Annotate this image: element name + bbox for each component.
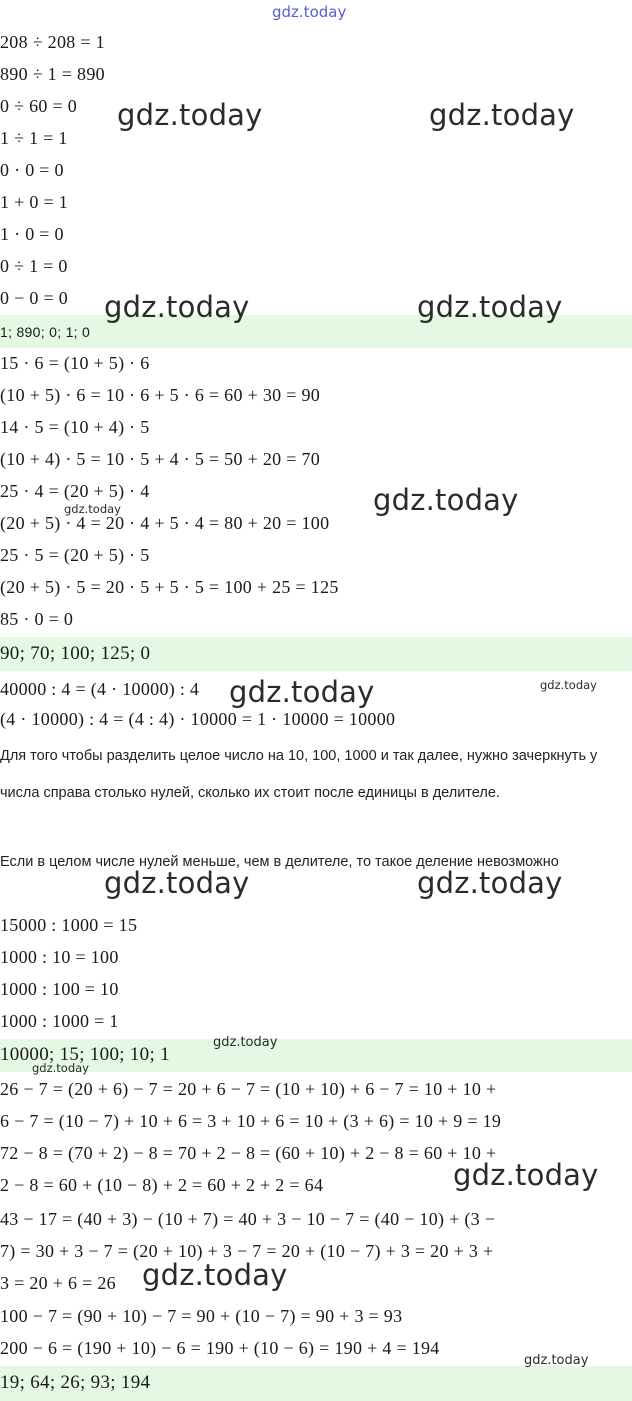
watermark: gdz.today xyxy=(229,675,375,709)
equation-line: 43 − 17 = (40 + 3) − (10 + 7) = 40 + 3 − 10 − 7 = (40 − 10) + (3 − xyxy=(0,1209,496,1229)
watermark: gdz.today xyxy=(104,290,250,324)
answer-text: 90; 70; 100; 125; 0 xyxy=(0,643,151,664)
equation-line: 1 + 0 = 1 xyxy=(0,192,69,212)
watermark-small: gdz.today xyxy=(64,502,121,516)
equation-line: (10 + 5) · 6 = 10 · 6 + 5 · 6 = 60 + 30 = 90 xyxy=(0,385,321,405)
watermark: gdz.today xyxy=(429,98,575,132)
equation-line: 7) = 30 + 3 − 7 = (20 + 10) + 3 − 7 = 20 + (10 − 7) + 3 = 20 + 3 + xyxy=(0,1241,494,1261)
equation-line: (20 + 5) · 5 = 20 · 5 + 5 · 5 = 100 + 25 = 125 xyxy=(0,577,339,597)
equation-line: 0 ÷ 60 = 0 xyxy=(0,96,78,116)
equation-line: 15 · 6 = (10 + 5) · 6 xyxy=(0,353,150,373)
answer-text: 10000; 15; 100; 10; 1 xyxy=(0,1044,170,1065)
watermark-small: gdz.today xyxy=(540,678,597,692)
equation-line: 890 ÷ 1 = 890 xyxy=(0,64,105,84)
equation-line: 208 ÷ 208 = 1 xyxy=(0,32,105,52)
equation-line: (20 + 5) · 4 = 20 · 4 + 5 · 4 = 80 + 20 = 100 xyxy=(0,513,330,533)
equation-line: 0 − 0 = 0 xyxy=(0,288,69,308)
equation-line: 0 · 0 = 0 xyxy=(0,160,64,180)
watermark: gdz.today xyxy=(104,866,250,900)
equation-line: 1000 : 1000 = 1 xyxy=(0,1011,119,1031)
equation-line: (10 + 4) · 5 = 10 · 5 + 4 · 5 = 50 + 20 = 70 xyxy=(0,449,321,469)
equation-line: 85 · 0 = 0 xyxy=(0,609,74,629)
equation-line: 14 · 5 = (10 + 4) · 5 xyxy=(0,417,150,437)
equation-line: 1 ÷ 1 = 1 xyxy=(0,128,68,148)
watermark: gdz.today xyxy=(417,290,563,324)
equation-line: 26 − 7 = (20 + 6) − 7 = 20 + 6 − 7 = (10 + 10) + 6 − 7 = 10 + 10 + xyxy=(0,1079,497,1099)
equation-line: 72 − 8 = (70 + 2) − 8 = 70 + 2 − 8 = (60 + 10) + 2 − 8 = 60 + 10 + xyxy=(0,1143,497,1163)
equation-line: 0 ÷ 1 = 0 xyxy=(0,256,68,276)
watermark: gdz.today xyxy=(117,98,263,132)
equation-line: 6 − 7 = (10 − 7) + 10 + 6 = 3 + 10 + 6 = 10 + (3 + 6) = 10 + 9 = 19 xyxy=(0,1111,502,1131)
equation-line: 25 · 4 = (20 + 5) · 4 xyxy=(0,481,150,501)
watermark-small: gdz.today xyxy=(213,1035,278,1050)
equation-line: 25 · 5 = (20 + 5) · 5 xyxy=(0,545,150,565)
equation-line: 1000 : 100 = 10 xyxy=(0,979,119,999)
equation-line: 100 − 7 = (90 + 10) − 7 = 90 + (10 − 7) = 90 + 3 = 93 xyxy=(0,1306,403,1326)
watermark: gdz.today xyxy=(142,1258,288,1292)
equation-line: 40000 : 4 = (4 · 10000) : 4 xyxy=(0,679,200,699)
equation-line: 3 = 20 + 6 = 26 xyxy=(0,1273,116,1293)
equation-line: 2 − 8 = 60 + (10 − 8) + 2 = 60 + 2 + 2 = 64 xyxy=(0,1175,324,1195)
rule-paragraph: Если в целом числе нулей меньше, чем в делителе, то такое деление невозможно xyxy=(0,854,559,870)
watermark: gdz.today xyxy=(417,866,563,900)
answer-band xyxy=(0,637,632,671)
equation-line: 200 − 6 = (190 + 10) − 6 = 190 + (10 − 6) = 190 + 4 = 194 xyxy=(0,1338,440,1358)
equation-line: 15000 : 1000 = 15 xyxy=(0,915,138,935)
watermark: gdz.today xyxy=(373,483,519,517)
answer-text: 19; 64; 26; 93; 194 xyxy=(0,1372,151,1393)
watermark: gdz.today xyxy=(453,1158,599,1192)
equation-line: (4 · 10000) : 4 = (4 : 4) · 10000 = 1 · 10000 = 10000 xyxy=(0,709,396,729)
rule-paragraph: Для того чтобы разделить целое число на 10, 100, 1000 и так далее, нужно зачеркнуть у числа справа столько нулей, сколько их стоит после единицы в делителе. xyxy=(0,748,598,801)
equation-line: 1 · 0 = 0 xyxy=(0,224,64,244)
watermark-top: gdz.today xyxy=(272,3,347,21)
answer-band xyxy=(0,1366,632,1401)
watermark-small: gdz.today xyxy=(524,1353,589,1368)
equation-line: 1000 : 10 = 100 xyxy=(0,947,119,967)
answer-band xyxy=(0,1039,632,1072)
watermark-small: gdz.today xyxy=(32,1061,89,1075)
answer-text: 1; 890; 0; 1; 0 xyxy=(0,324,91,340)
